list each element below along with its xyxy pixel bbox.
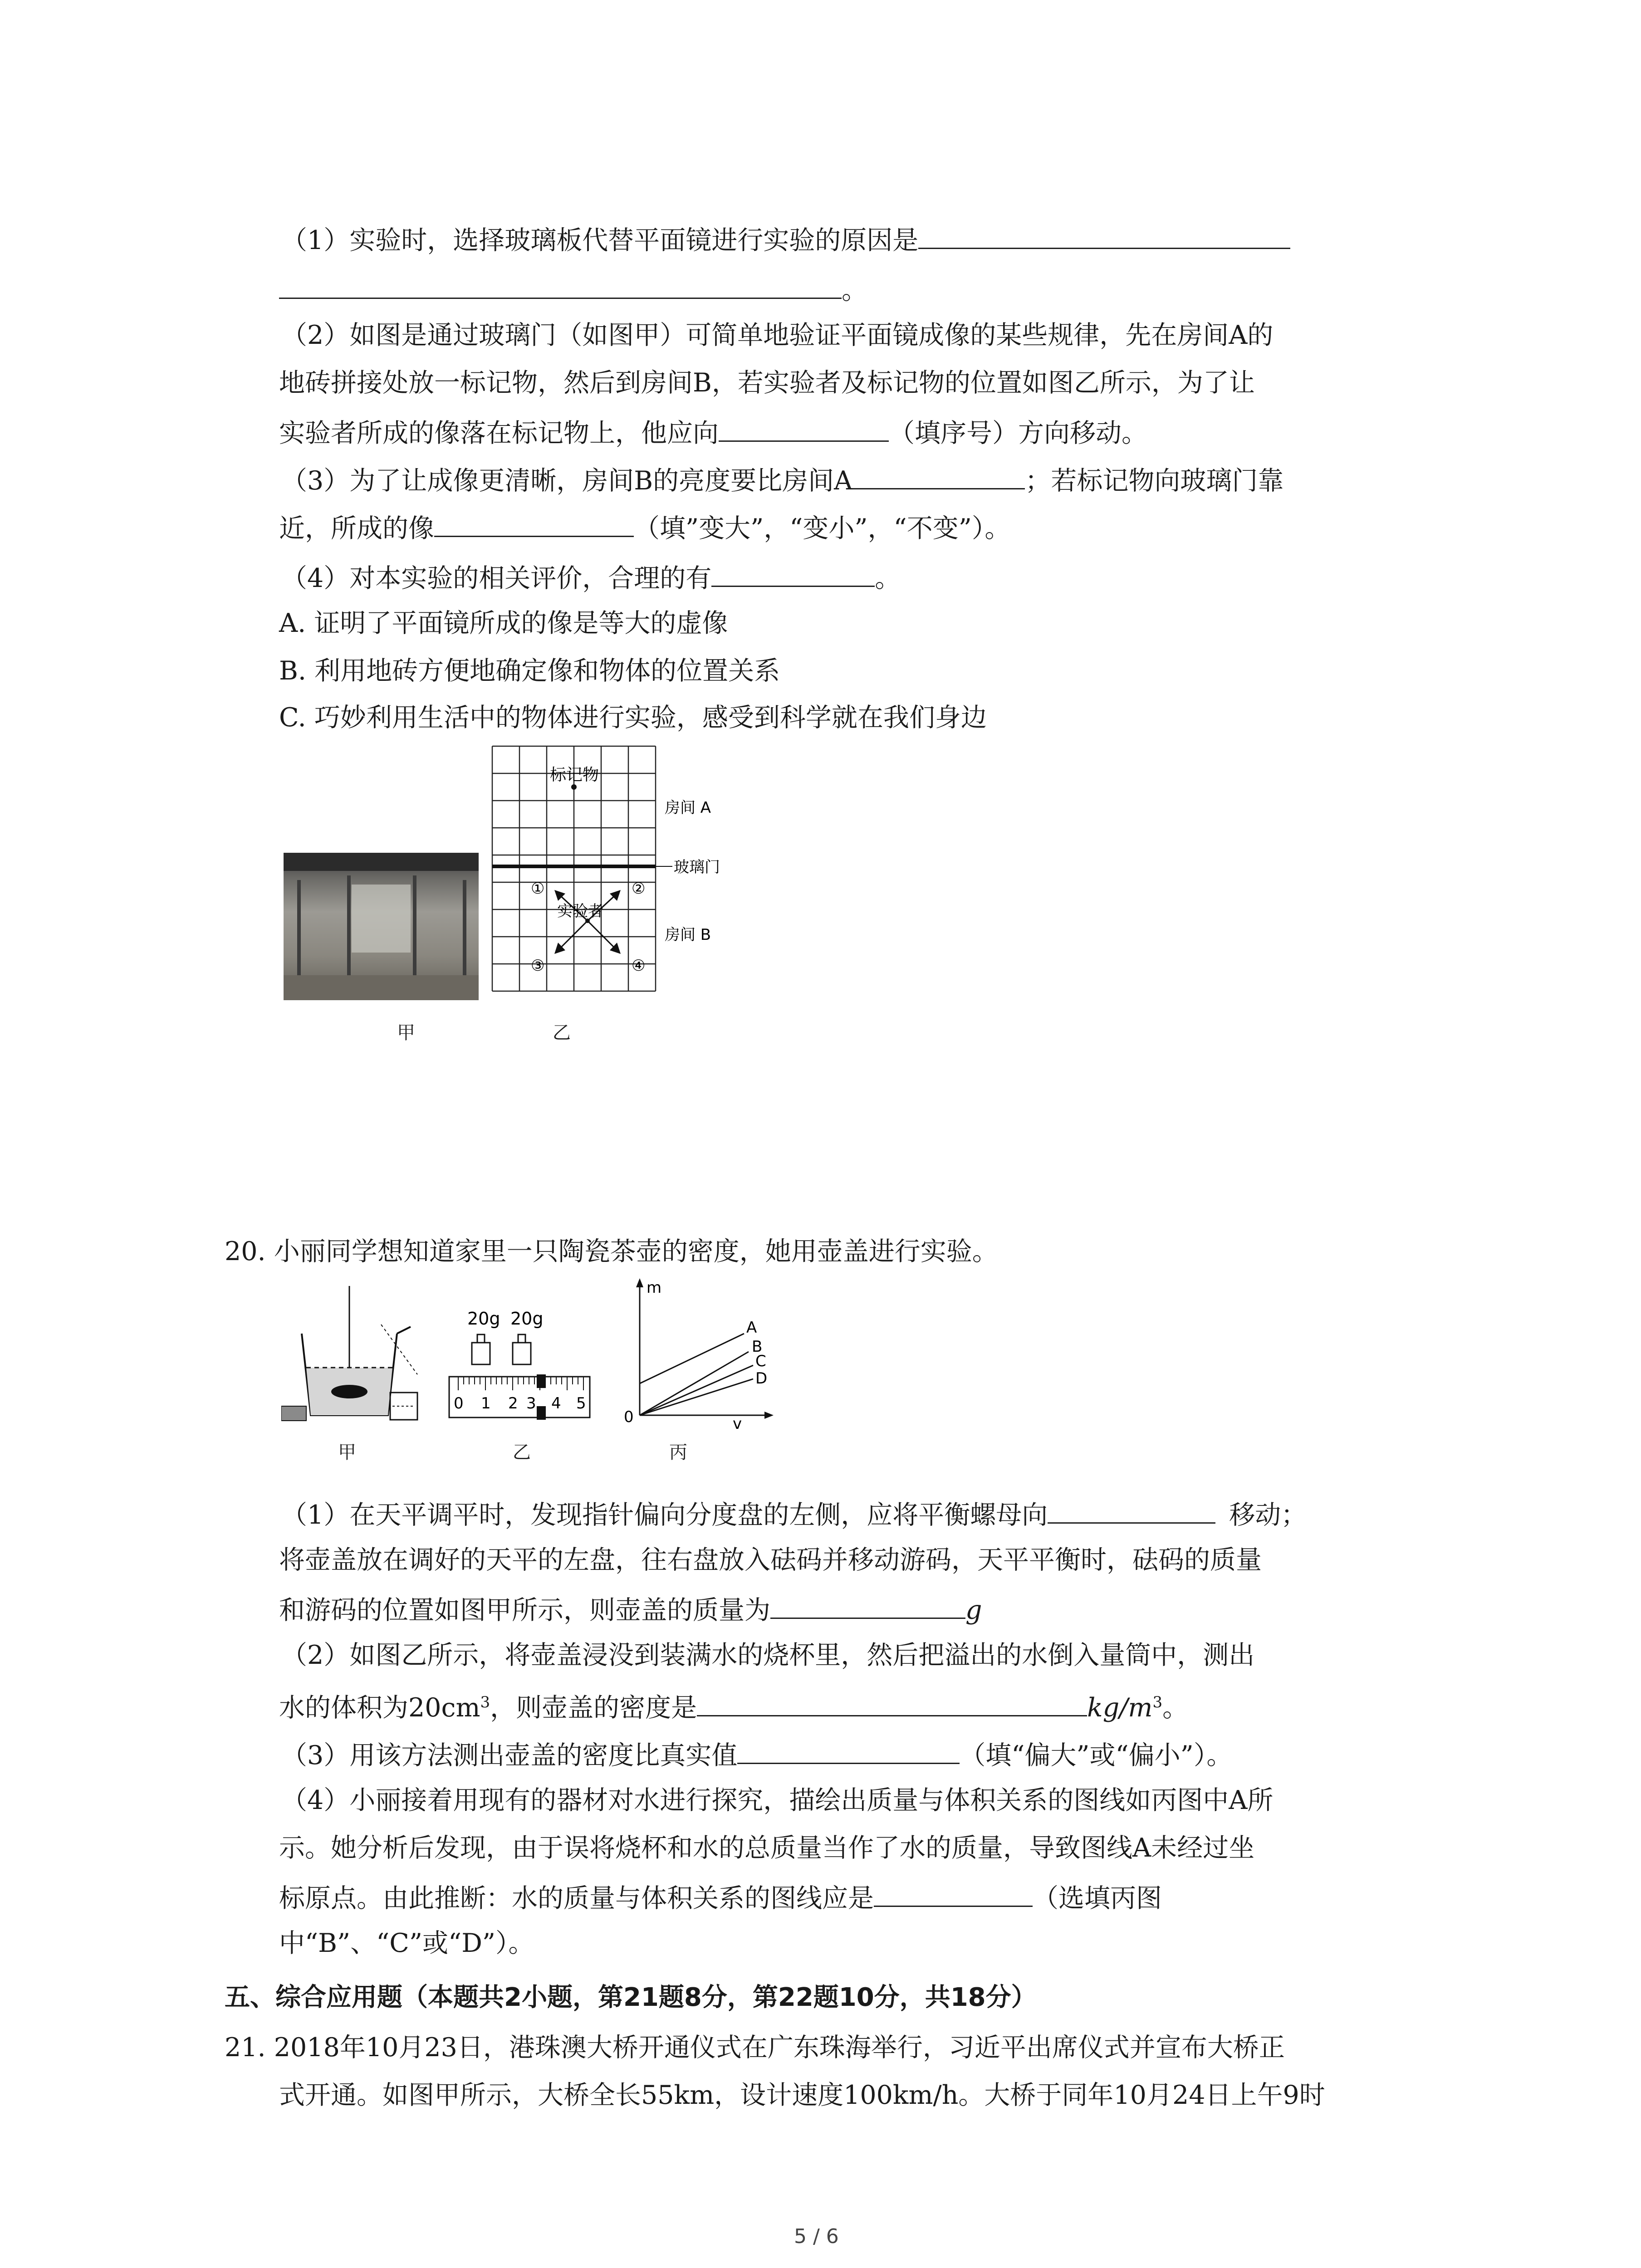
q20-part3-hint: （填“偏大”或“偏小”）。 [960,1740,1233,1770]
marker-dot [571,784,577,790]
option-b: B. 利用地砖方便地确定像和物体的位置关系 [279,656,780,686]
weight-1 [472,1334,490,1364]
q20-part2-line2 [279,1690,1188,1723]
q21-line2: 式开通。如图甲所示，大桥全长55km，设计速度100km/h。大桥于同年10月24日上午9时 [279,2080,1325,2110]
origin-label: 0 [624,1408,634,1426]
weight-2 [513,1334,531,1364]
q20-part4-line2: 示。她分析后发现，由于误将烧杯和水的总质量当作了水的质量，导致图线A未经过坐 [279,1833,1255,1863]
scale-label-3: 3 [526,1394,536,1413]
q20-part4-line3 [279,1880,1162,1914]
line-label-c: C [755,1352,766,1370]
q19-part2-text: 实验者所成的像落在标记物上，他应向 [279,418,719,448]
line-label-d: D [755,1369,768,1388]
scale-label-2: 2 [508,1394,518,1413]
label-room-b: 房间 B [665,926,711,944]
q20-part2-end: 。 [1162,1693,1189,1723]
glass-door-photo [284,853,479,1000]
q19-part1-cont [279,272,867,306]
label-n1: ① [531,880,545,898]
answer-blank[interactable] [697,1690,1087,1716]
mass-volume-graph [612,1275,785,1429]
density-unit: kg/m [1087,1693,1153,1723]
q19-part1-text: （1）实验时，选择玻璃板代替平面镜进行实验的原因是 [281,225,919,255]
rider [537,1374,546,1388]
label-n4: ④ [632,957,646,975]
rider-lower [537,1406,546,1420]
scale-label-0: 0 [454,1394,464,1413]
q20-part4-hint: （选填丙图 [1033,1883,1162,1913]
q20-part1-text2: 移动； [1229,1500,1307,1530]
label-room-a: 房间 A [665,799,711,817]
label-experimenter: 实验者 [557,902,603,920]
q20-part3-text: （3）用该方法测出壶盖的密度比真实值 [281,1740,738,1770]
q19-part2-line2: 地砖拼接处放一标记物，然后到房间B，若实验者及标记物的位置如图乙所示，为了让 [279,368,1255,398]
q20-part2-line1: （2）如图乙所示，将壶盖浸没到装满水的烧杯里，然后把溢出的水倒入量筒中，测出 [281,1640,1255,1670]
answer-blank[interactable] [1048,1497,1215,1524]
q20-part1-line2: 将壶盖放在调好的天平的左盘，往右盘放入砝码并移动游码，天平平衡时，砝码的质量 [279,1545,1262,1575]
answer-blank[interactable] [852,463,1025,489]
q19-part4-text: （4）对本实验的相关评价，合理的有 [281,563,712,593]
axis-label-m: m [647,1279,662,1297]
answer-blank[interactable] [719,415,889,442]
q19-part1 [281,222,1290,256]
q20-part3 [281,1737,1232,1771]
scale-ticks [458,1377,583,1390]
q19-part2-line1: （2）如图是通过玻璃门（如图甲）可简单地验证平面镜成像的某些规律，先在房间A的 [281,320,1274,350]
beaker-diagram [281,1284,431,1433]
q19-part1-end: 。 [842,275,867,305]
balance-scale-diagram [445,1306,599,1438]
q20-part1-line3 [279,1592,982,1626]
q20-part1-text3: 和游码的位置如图甲所示，则壶盖的质量为 [279,1595,770,1625]
q20-superscript: 3 [480,1693,490,1711]
figure-caption-bing: 丙 [669,1442,687,1463]
label-glass-door: 玻璃门 [674,858,720,876]
label-marker: 标记物 [550,766,599,784]
q20-part4-line1: （4）小丽接着用现有的器材对水进行探究，描绘出质量与体积关系的图线如丙图中A所 [281,1785,1274,1815]
answer-blank[interactable] [279,272,842,299]
figure-caption-yi: 乙 [553,1022,571,1043]
option-a: A. 证明了平面镜所成的像是等大的虚像 [279,608,728,638]
answer-blank[interactable] [770,1592,965,1619]
section-heading: 五、综合应用题（本题共2小题，第21题8分，第22题10分，共18分） [225,1983,1037,2012]
figure-caption-jia-2: 甲 [338,1442,356,1463]
line-label-a: A [746,1319,757,1337]
q19-part3-text2: ；若标记物向玻璃门靠 [1025,466,1284,496]
scale-label-1: 1 [481,1394,491,1413]
q19-part3-hint: （填”变大”，“变小”，“不变”）。 [634,513,1011,543]
room-grid-diagram [490,744,744,998]
figure-caption-yi-2: 乙 [513,1442,531,1463]
rider-scale-frame [449,1377,590,1418]
q20-part2-volume: 水的体积为20cm [279,1693,480,1723]
answer-blank[interactable] [918,222,1290,249]
q19-part3-line2 [279,510,1010,544]
line-label-b: B [752,1338,763,1356]
q19-part3-line1 [281,463,1283,496]
q19-part2-hint: （填序号）方向移动。 [889,418,1147,448]
scale-label-4: 4 [551,1394,561,1413]
page-number: 5 / 6 [794,2225,839,2248]
graph-lines [640,1334,753,1415]
q20-part2-text: ，则壶盖的密度是 [490,1693,697,1723]
weight-label-2: 20g [510,1309,544,1329]
q19-part4-end: 。 [875,563,901,593]
q19-part3-text: （3）为了让成像更清晰，房间B的亮度要比房间A [281,466,853,496]
glass-door-photo-detail [284,853,479,1000]
answer-blank[interactable] [737,1737,960,1764]
axis-label-v: v [733,1415,742,1429]
unit-g: g [965,1595,982,1625]
q19-part4 [281,560,901,594]
q21-line1: 21. 2018年10月23日，港珠澳大桥开通仪式在广东珠海举行，习近平出席仪式并宣布大桥正 [225,2033,1285,2063]
answer-blank[interactable] [711,560,875,587]
label-n2: ② [632,880,646,898]
q20-part4-text: 标原点。由此推断：水的质量与体积关系的图线应是 [279,1883,874,1913]
figure-caption-jia: 甲 [397,1022,415,1043]
scale-label-5: 5 [576,1394,586,1413]
weight-label-1: 20g [467,1309,500,1329]
q20-part1-line1 [281,1497,1307,1530]
option-c: C. 巧妙利用生活中的物体进行实验，感受到科学就在我们身边 [279,703,987,733]
answer-blank[interactable] [874,1880,1033,1907]
label-n3: ③ [531,957,545,975]
q19-part3-text3: 近，所成的像 [279,513,434,543]
q20-part1-text: （1）在天平调平时，发现指针偏向分度盘的左侧，应将平衡螺母向 [281,1500,1048,1530]
q20-stem: 20. 小丽同学想知道家里一只陶瓷茶壶的密度，她用壶盖进行实验。 [225,1237,998,1266]
q20-part4-line4: 中“B”、“C”或“D”）。 [279,1928,534,1958]
q19-part2-line3 [279,415,1147,449]
answer-blank[interactable] [434,510,634,537]
density-unit-superscript: 3 [1152,1693,1163,1711]
